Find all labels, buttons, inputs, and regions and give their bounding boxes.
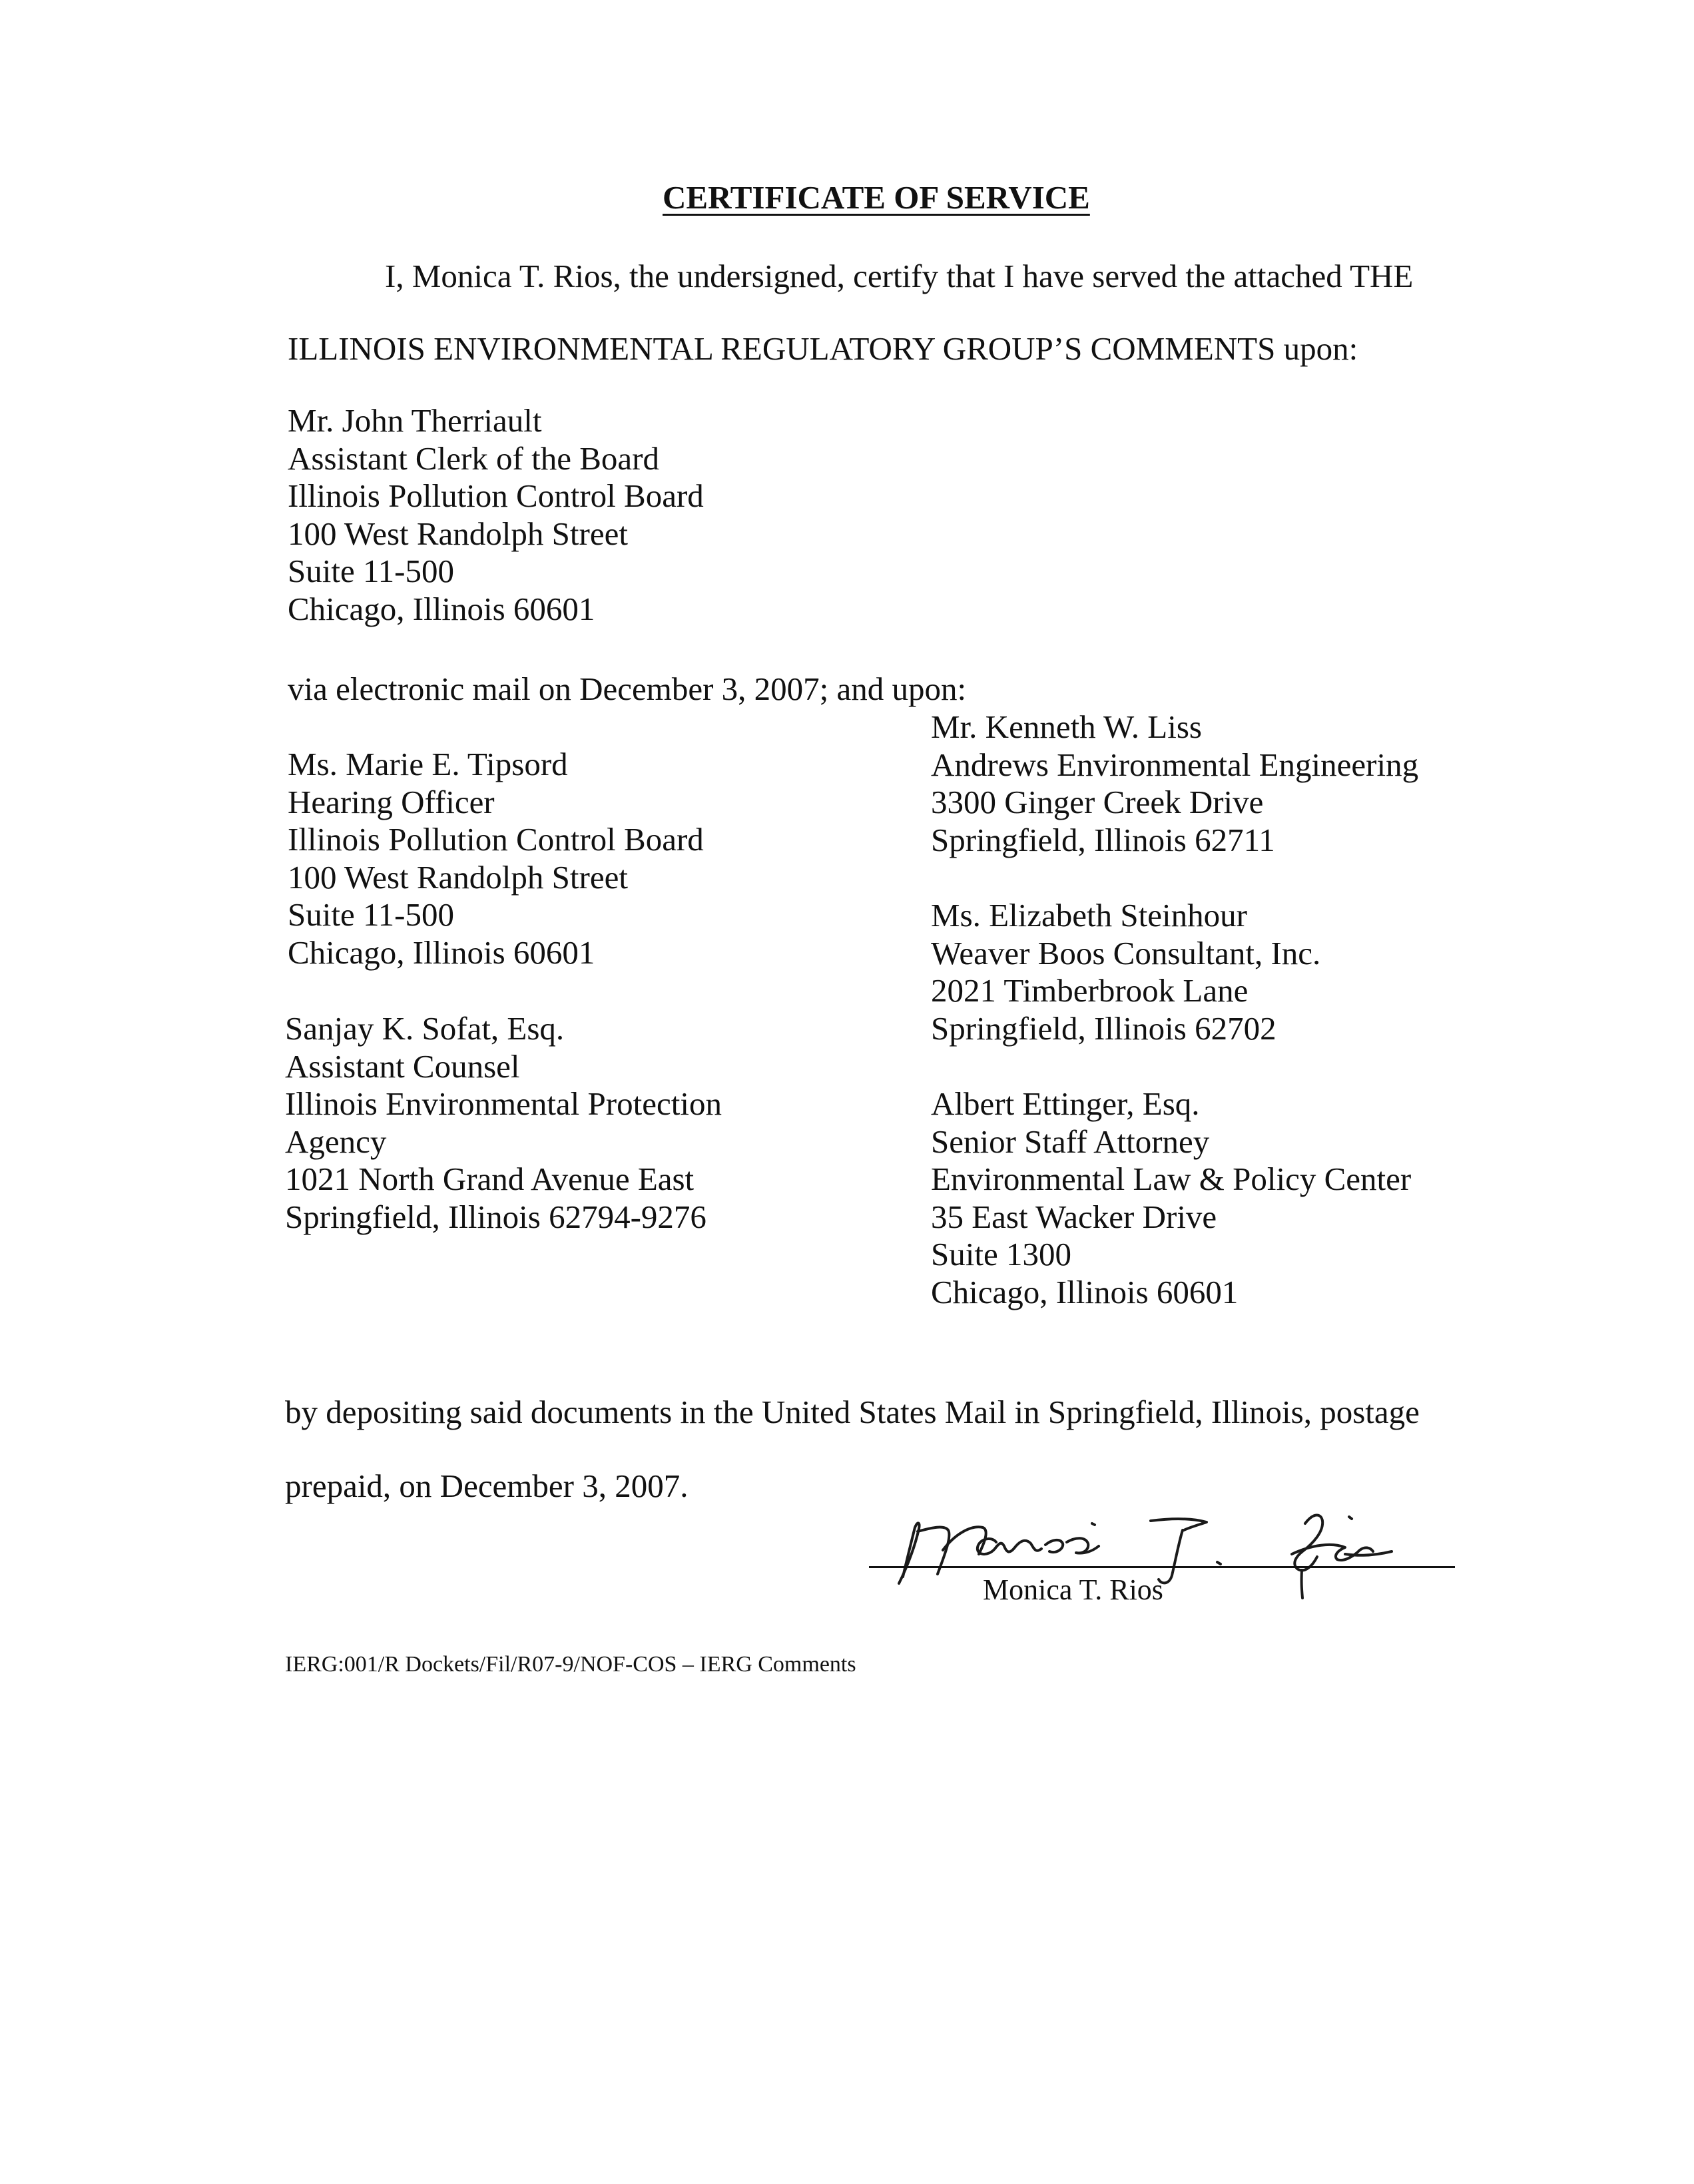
intro-line-2: ILLINOIS ENVIRONMENTAL REGULATORY GROUP’S COMMENTS upon:	[288, 330, 1358, 367]
address-line: Springfield, Illinois 62794-9276	[285, 1198, 706, 1235]
via-line: via electronic mail on December 3, 2007; and upon:	[288, 671, 967, 707]
address-line: Environmental Law & Policy Center	[931, 1161, 1412, 1197]
signature-line	[869, 1566, 1455, 1568]
closing-line-1: by depositing said documents in the United States Mail in Springfield, Illinois, postage	[285, 1394, 1420, 1430]
address-line: Springfield, Illinois 62702	[931, 1009, 1276, 1047]
address-line: 100 West Randolph Street	[288, 858, 628, 896]
address-line: Ms. Marie E. Tipsord	[288, 746, 568, 782]
footer-reference: IERG:001/R Dockets/Fil/R07-9/NOF-COS – IERG Comments	[285, 1652, 856, 1677]
address-line: Chicago, Illinois 60601	[931, 1273, 1239, 1310]
address-line: Suite 11-500	[288, 553, 454, 589]
address-line: Mr. John Therriault	[288, 402, 542, 439]
address-line: 3300 Ginger Creek Drive	[931, 784, 1264, 820]
address-line: 100 West Randolph Street	[288, 515, 628, 552]
address-line: Weaver Boos Consultant, Inc.	[931, 934, 1321, 971]
address-line: Suite 11-500	[288, 896, 454, 933]
intro-line-1: I, Monica T. Rios, the undersigned, certify that I have served the attached THE	[385, 258, 1414, 294]
address-line: Chicago, Illinois 60601	[288, 590, 595, 627]
addressee-main-block	[288, 402, 704, 628]
addressee-block-right-1	[931, 708, 1418, 859]
signer-printed-name: Monica T. Rios	[983, 1573, 1163, 1606]
address-line: Agency	[285, 1123, 387, 1160]
closing-line-2: prepaid, on December 3, 2007.	[285, 1468, 689, 1504]
address-line: 1021 North Grand Avenue East	[285, 1161, 695, 1197]
address-line: 2021 Timberbrook Lane	[931, 972, 1249, 1009]
addressee-block-left-1	[288, 746, 704, 971]
address-line: Illinois Environmental Protection	[285, 1085, 722, 1122]
address-line: Springfield, Illinois 62711	[931, 821, 1275, 858]
address-line: Andrews Environmental Engineering	[931, 746, 1419, 783]
address-line: Chicago, Illinois 60601	[288, 934, 595, 971]
addressee-block-right-2	[931, 897, 1320, 1047]
address-line: Sanjay K. Sofat, Esq.	[285, 1010, 565, 1047]
document-title: CERTIFICATE OF SERVICE	[663, 179, 1090, 216]
address-line: Assistant Counsel	[285, 1047, 520, 1085]
address-line: Assistant Clerk of the Board	[288, 439, 659, 477]
address-line: 35 East Wacker Drive	[931, 1198, 1217, 1235]
address-line: Illinois Pollution Control Board	[288, 477, 704, 514]
address-line: Albert Ettinger, Esq.	[931, 1085, 1200, 1122]
addressee-block-right-3	[931, 1085, 1411, 1311]
address-line: Hearing Officer	[288, 783, 495, 820]
addressee-block-left-2	[285, 1010, 722, 1236]
address-line: Suite 1300	[931, 1236, 1071, 1272]
address-line: Senior Staff Attorney	[931, 1123, 1210, 1160]
address-line: Ms. Elizabeth Steinhour	[931, 897, 1247, 934]
address-line: Mr. Kenneth W. Liss	[931, 708, 1202, 745]
address-line: Illinois Pollution Control Board	[288, 821, 704, 858]
